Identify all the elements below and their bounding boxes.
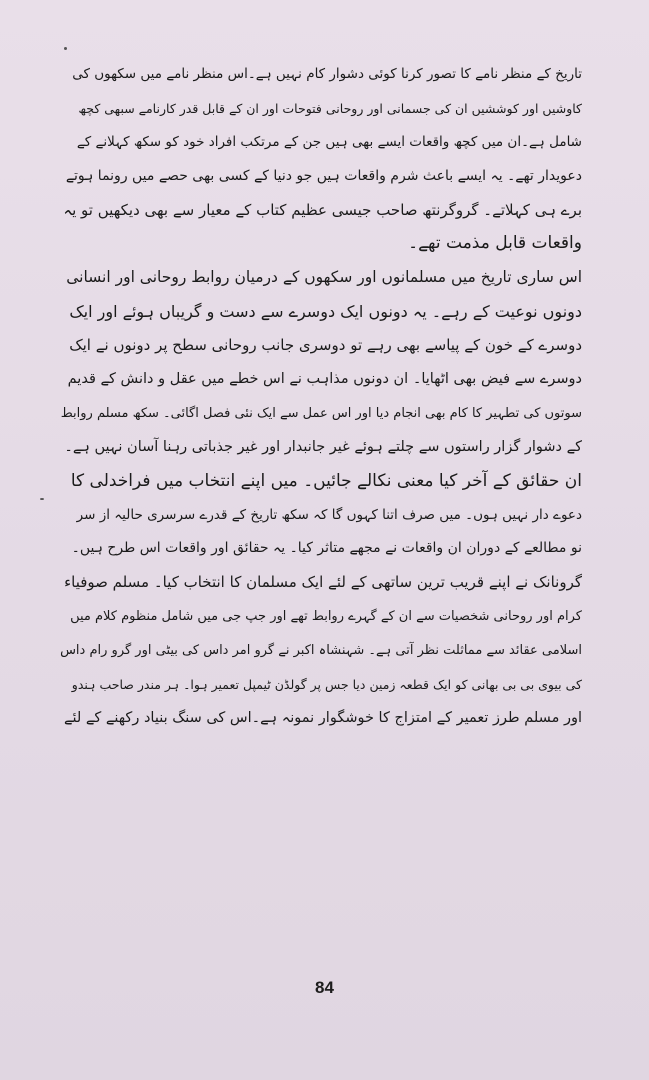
text-line: نو مطالعے کے دوران ان واقعات نے مجھے متاثر کیا۔ یہ حقائق اور واقعات اس طرح ہیں۔	[71, 540, 582, 557]
text-line: کی بیوی بی بی بھانی کو ایک قطعہ زمین دیا جس پر گولڈن ٹیمپل تعمیر ہوا۔ ہر مندر صاحب ہندو	[71, 677, 582, 693]
text-line: کرام اور روحانی شخصیات سے ان کے گہرے روابط تھے اور جپ جی میں شامل منظوم کلام میں	[70, 609, 582, 625]
text-line: اسلامی عقائد سے مماثلت نظر آتی ہے۔ شہنشاہ اکبر نے گرو امر داس کی بیٹی اور گرو رام داس	[60, 643, 582, 659]
text-line: کاوشیں اور کوششیں ان کی جسمانی اور روحانی فتوحات اور ان کے قابل قدر کارنامے سبھی کچھ	[78, 100, 582, 116]
text-line: تاریخ کے منظر نامے کا تصور کرنا کوئی دشوار کام نہیں ہے۔اس منظر نامے میں سکھوں کی	[72, 66, 582, 82]
text-line: برے ہی کہلاتے۔ گروگرنتھ صاحب جیسی عظیم کتاب کے معیار سے بھی دیکھیں تو یہ	[63, 200, 582, 219]
text-line: کے دشوار گزار راستوں سے چلتے ہوئے غیر جانبدار اور غیر جذباتی رہنا آسان نہیں ہے۔	[64, 438, 582, 455]
page-speck	[40, 498, 44, 500]
text-line: اور مسلم طرز تعمیر کے امتزاج کا خوشگوار نمونہ ہے۔اس کی سنگ بنیاد رکھنے کے لئے	[63, 709, 582, 726]
page-number: 84	[315, 978, 334, 997]
body-text	[60, 58, 582, 736]
text-line: دونوں نوعیت کے رہے۔ یہ دونوں ایک دوسرے سے دست و گریباں ہوئے اور ایک	[69, 302, 582, 322]
text-line: دعوے دار نہیں ہوں۔ میں صرف اتنا کہوں گا کہ سکھ تاریخ کے قدرے سرسری حالیہ از سر	[76, 506, 582, 523]
text-line: ان حقائق کے آخر کیا معنی نکالے جائیں۔ میں اپنے انتخاب میں فراخدلی کا	[70, 470, 582, 491]
text-line: دوسرے سے فیض بھی اٹھایا۔ ان دونوں مذاہب نے اس خطے میں عقل و دانش کے قدیم	[67, 371, 582, 388]
text-line: دعویدار تھے۔ یہ ایسے باعث شرم واقعات ہیں جو دنیا کے کسی بھی حصے میں رونما ہوتے	[65, 167, 582, 184]
text-line: واقعات قابل مذمت تھے۔	[408, 233, 582, 254]
text-line: شامل ہے۔ان میں کچھ واقعات ایسے بھی ہیں جن کے مرتکب افراد خود کو سکھ کہلانے کے	[76, 133, 582, 150]
text-line: اس ساری تاریخ میں مسلمانوں اور سکھوں کے درمیان روابط روحانی اور انسانی	[66, 268, 582, 287]
text-line: سوتوں کی تطہیر کا کام بھی انجام دیا اور اس عمل سے ایک نئی فصل اگائی۔ سکھ مسلم روابط	[60, 405, 582, 421]
text-line: گرونانک نے اپنے قریب ترین ساتھی کے لئے ایک مسلمان کا انتخاب کیا۔ مسلم صوفیاء	[64, 573, 582, 592]
page-speck	[64, 47, 67, 50]
text-line: دوسرے کے خون کے پیاسے بھی رہے تو دوسری جانب روحانی سطح پر دونوں نے ایک	[69, 336, 582, 355]
